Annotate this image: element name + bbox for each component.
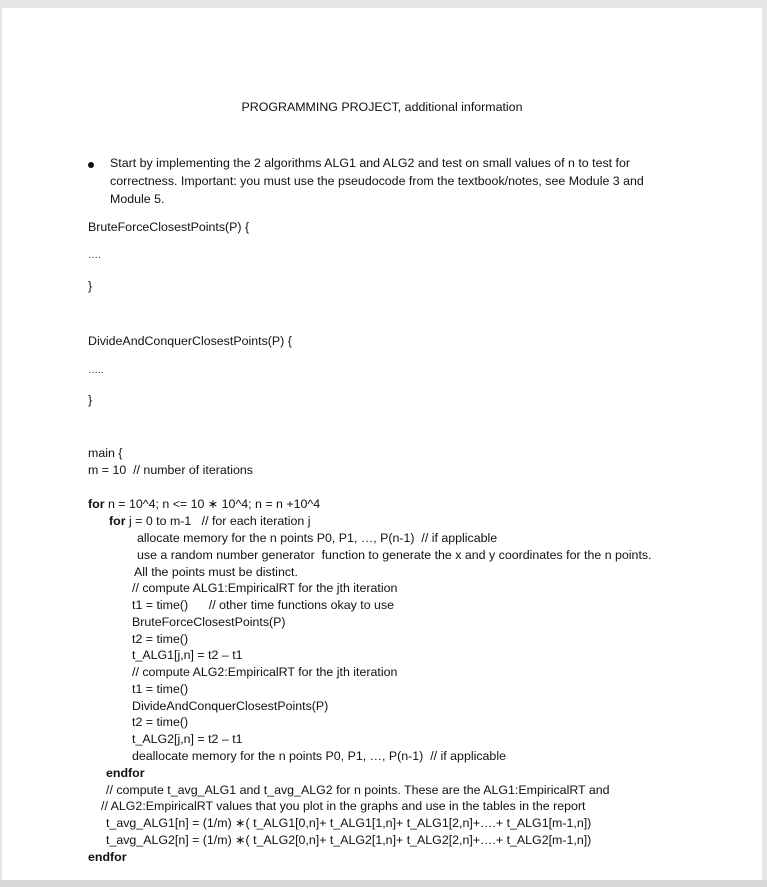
- divide-conquer-close-brace: }: [88, 393, 93, 407]
- inner-for-condition: j = 0 to m-1 // for each iteration j: [125, 514, 311, 528]
- outer-for-condition: n = 10^4; n <= 10 ∗ 10^4; n = n +10^4: [104, 497, 321, 511]
- code-line-t2-alg1: t2 = time(): [132, 632, 189, 646]
- main-header: main {: [88, 446, 123, 460]
- code-line-comment-alg2: // compute ALG2:EmpiricalRT for the jth iteration: [132, 665, 398, 679]
- divide-conquer-ellipsis: …..: [88, 365, 104, 376]
- code-line-store-alg1: t_ALG1[j,n] = t2 – t1: [132, 648, 243, 662]
- divide-conquer-header: DivideAndConquerClosestPoints(P) {: [88, 334, 292, 348]
- bullet-point-icon: [88, 162, 94, 168]
- code-line-comment-avg-2: // ALG2:EmpiricalRT values that you plot in the graphs and use in the tables in the report: [101, 799, 586, 813]
- page-title: PROGRAMMING PROJECT, additional information: [241, 100, 523, 114]
- document-page: [2, 8, 762, 880]
- code-line-comment-alg1: // compute ALG1:EmpiricalRT for the jth iteration: [132, 581, 398, 595]
- bullet-text-line-3: Module 5.: [110, 192, 165, 206]
- code-line-store-alg2: t_ALG2[j,n] = t2 – t1: [132, 732, 243, 746]
- code-line-allocate: allocate memory for the n points P0, P1, …, P(n-1) // if applicable: [137, 531, 498, 545]
- code-line-call-brute: BruteForceClosestPoints(P): [132, 615, 286, 629]
- code-line-random: use a random number generator function to generate the x and y coordinates for the n points.: [137, 548, 652, 562]
- inner-endfor-keyword: endfor: [106, 766, 145, 780]
- code-line-t1-alg2: t1 = time(): [132, 682, 189, 696]
- inner-for-keyword: for: [109, 514, 126, 528]
- outer-endfor-keyword: endfor: [88, 850, 127, 864]
- code-line-avg-alg2: t_avg_ALG2[n] = (1/m) ∗( t_ALG2[0,n]+ t_ALG2[1,n]+ t_ALG2[2,n]+….+ t_ALG2[m-1,n]): [106, 833, 592, 847]
- brute-force-header: BruteForceClosestPoints(P) {: [88, 220, 250, 234]
- bullet-text-line-1: Start by implementing the 2 algorithms ALG1 and ALG2 and test on small values of n to test for: [110, 156, 631, 170]
- bullet-text-line-2: correctness. Important: you must use the pseudocode from the textbook/notes, see Module 3 and: [110, 174, 644, 188]
- code-line-deallocate: deallocate memory for the n points P0, P1, …, P(n-1) // if applicable: [132, 749, 506, 763]
- code-line-comment-avg-1: // compute t_avg_ALG1 and t_avg_ALG2 for n points. These are the ALG1:EmpiricalRT and: [106, 783, 610, 797]
- code-line-avg-alg1: t_avg_ALG1[n] = (1/m) ∗( t_ALG1[0,n]+ t_ALG1[1,n]+ t_ALG1[2,n]+….+ t_ALG1[m-1,n]): [106, 816, 592, 830]
- brute-force-close-brace: }: [88, 279, 93, 293]
- code-line-t1-alg1: t1 = time() // other time functions okay to use: [132, 598, 395, 612]
- code-line-t2-alg2: t2 = time(): [132, 715, 189, 729]
- page-bottom-edge: [0, 880, 767, 887]
- code-line-distinct: All the points must be distinct.: [134, 565, 298, 579]
- brute-force-ellipsis: ….: [88, 250, 101, 261]
- inner-for-line: [109, 513, 310, 529]
- code-line-call-divide: DivideAndConquerClosestPoints(P): [132, 699, 329, 713]
- iterations-line: m = 10 // number of iterations: [88, 463, 253, 477]
- outer-for-keyword: for: [88, 497, 105, 511]
- outer-for-line: [88, 496, 320, 512]
